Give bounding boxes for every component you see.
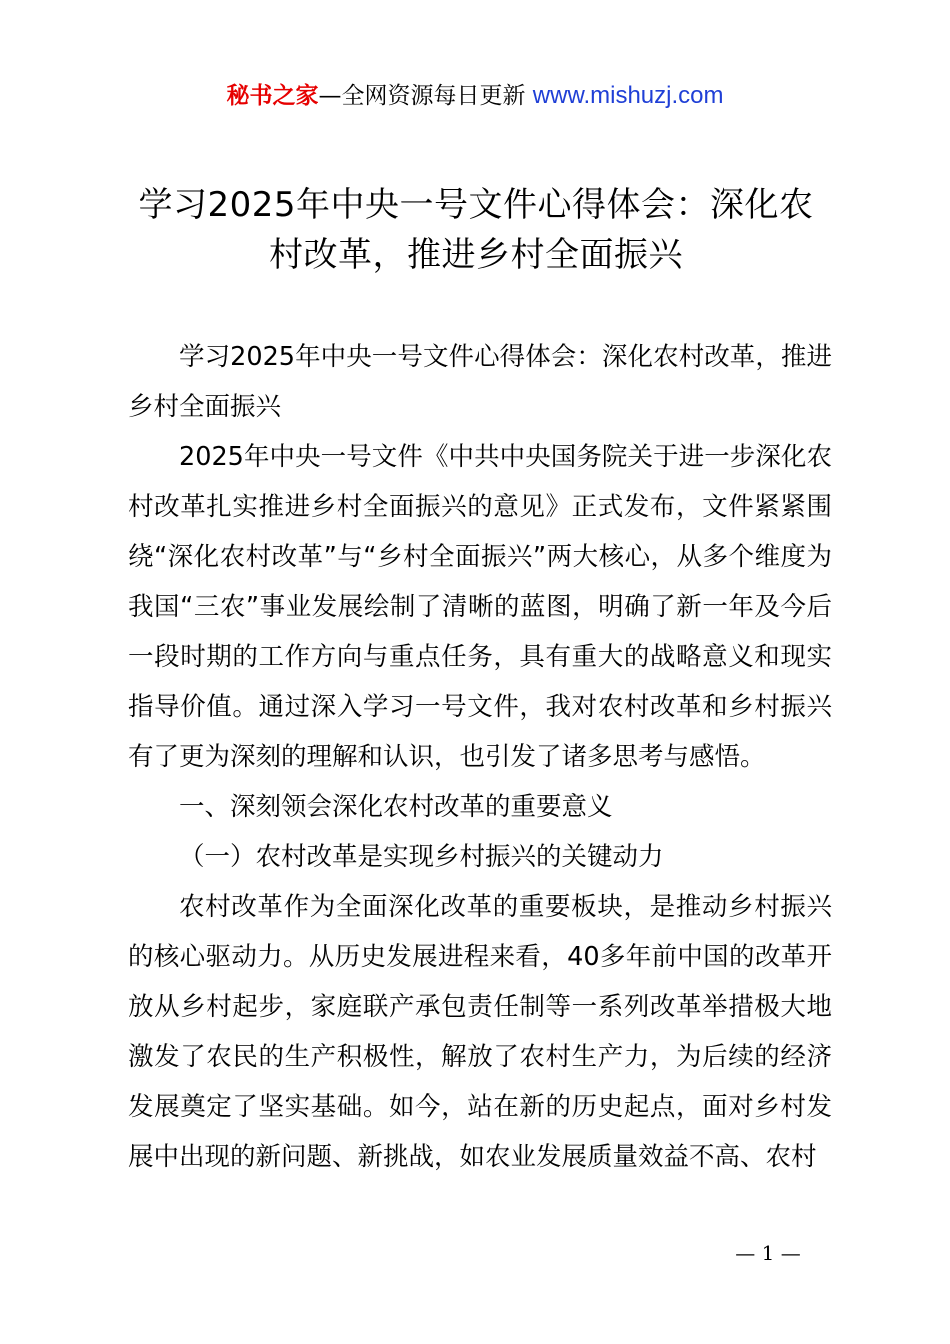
page-number: — 1 — [735,1241,801,1265]
subsection-heading: （一）农村改革是实现乡村振兴的关键动力 [179,842,664,872]
brand-name: 秘书之家 [226,83,319,109]
document-title: 学习2025年中央一号文件心得体会：深化农村改革，推进乡村全面振兴 [138,185,814,275]
site-url-link[interactable]: www.mishuzj.com [532,82,724,109]
document-body [128,332,832,1182]
header-tagline: —全网资源每日更新 [318,83,526,109]
paragraph-intro: 2025年中央一号文件《中共中央国务院关于进一步深化农村改革扎实推进乡村全面振兴的意见》正式发布，文件紧紧围绕“深化农村改革”与“乡村全面振兴”两大核心，从多个维度为我国“三农”事业发展绘制了清晰的蓝图，明确了新一年及今后一段时期的工作方向与重点任务，具有重大的战略意义和现实指导价值。通过深入学习一号文件，我对农村改革和乡村振兴有了更为深刻的理解和认识，也引发了诸多思考与感悟。 [128,442,832,772]
paragraph-subtitle: 学习2025年中央一号文件心得体会：深化农村改革，推进乡村全面振兴 [128,342,832,422]
paragraph-body: 农村改革作为全面深化改革的重要板块，是推动乡村振兴的核心驱动力。从历史发展进程来看，40多年前中国的改革开放从乡村起步，家庭联产承包责任制等一系列改革举措极大地激发了农民的生产积极性，解放了农村生产力，为后续的经济发展奠定了坚实基础。如今，站在新的历史起点，面对乡村发展中出现的新问题、新挑战，如农业发展质量效益不高、农村 [128,892,832,1172]
section-heading: 一、深刻领会深化农村改革的重要意义 [179,792,613,822]
site-header [0,80,950,112]
